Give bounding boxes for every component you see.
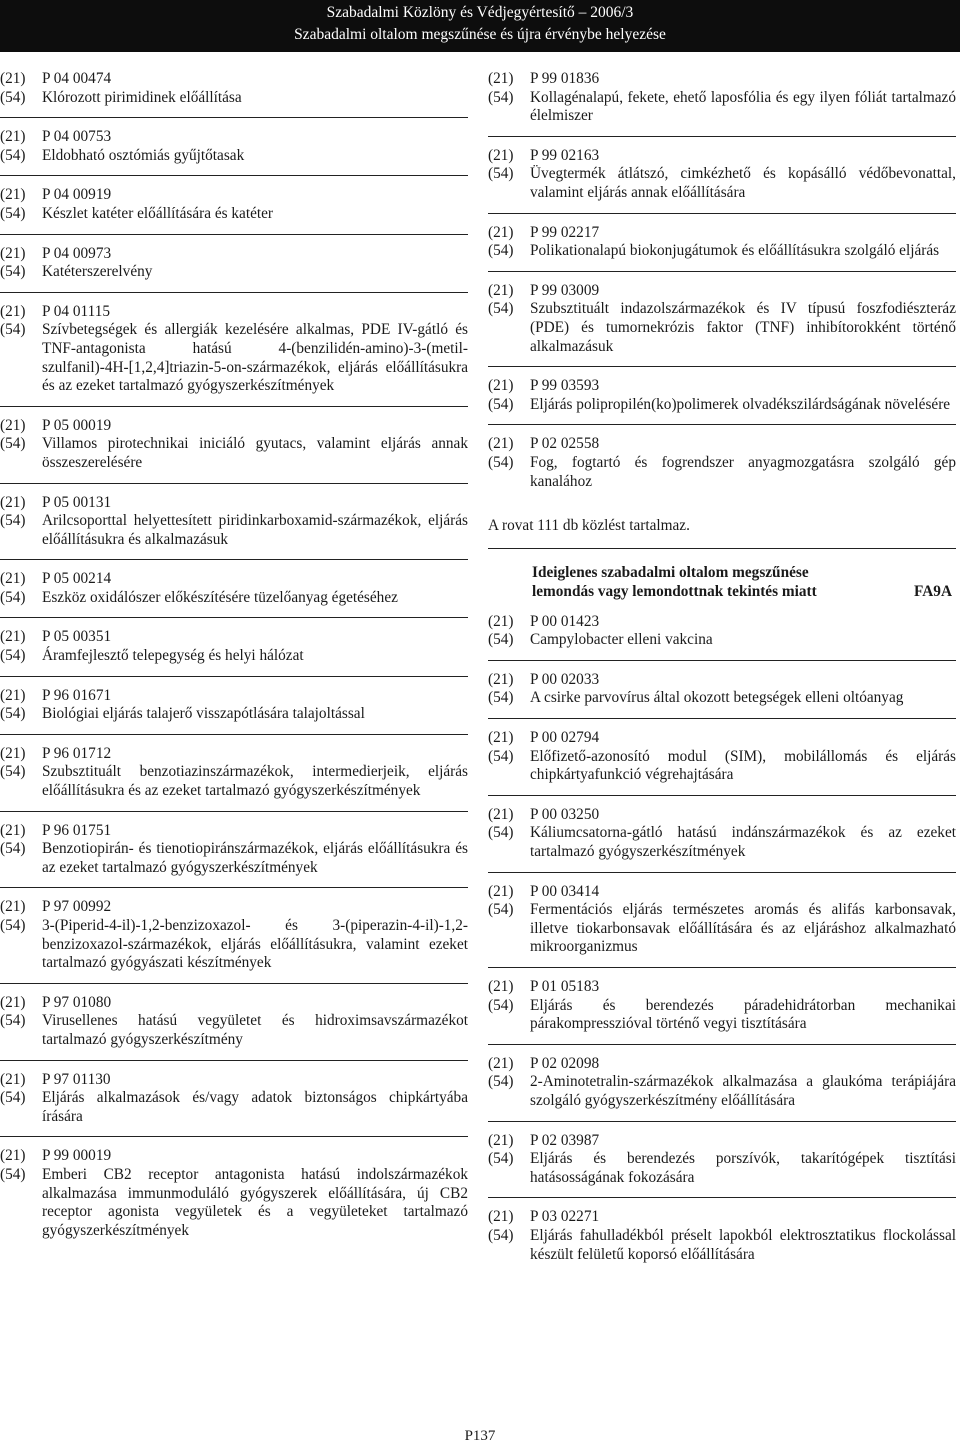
patent-title: Eljárás fahulladékból préselt lapokból elektrosztatikus flockolással készült felületű koporsó előállítására — [530, 1226, 956, 1263]
patent-title: Eljárás és berendezés porszívók, takarítógépek tisztítási hatásosságának fokozására — [530, 1150, 956, 1186]
patent-number: P 02 03987 — [530, 1131, 600, 1149]
patent-number: P 96 01671 — [42, 686, 112, 704]
patent-entry — [0, 628, 468, 676]
patent-entry — [488, 70, 956, 137]
patent-entry — [0, 303, 468, 407]
patent-title: Virusellenes hatású vegyületet és hidroximsavszármazékot tartalmazó gyógyszerkészítmény — [42, 1012, 468, 1048]
patent-entry — [488, 806, 956, 873]
field-code-21: (21) — [488, 1208, 514, 1226]
patent-title: Eljárás alkalmazások és/vagy adatok biztonságos chipkártyába írására — [42, 1089, 468, 1125]
field-code-21: (21) — [0, 570, 26, 588]
patent-title: 2-Aminotetralin-származékok alkalmazása a glaukóma terápiájára szolgáló gyógyszerkészítmény előállítására — [530, 1073, 956, 1109]
patent-number: P 99 02163 — [530, 146, 600, 164]
patent-entry — [488, 377, 956, 425]
field-code-54: (54) — [0, 146, 26, 164]
patent-number: P 04 00973 — [42, 244, 112, 262]
patent-number: P 02 02558 — [530, 435, 600, 453]
patent-number: P 96 01751 — [42, 821, 112, 839]
patent-entry — [488, 729, 956, 796]
field-code-54: (54) — [488, 242, 514, 260]
patent-entry — [488, 1055, 956, 1122]
patent-title: Campylobacter elleni vakcina — [530, 631, 713, 649]
patent-number: P 01 05183 — [530, 978, 600, 995]
field-code-21: (21) — [488, 805, 514, 823]
field-code-21: (21) — [488, 223, 514, 241]
field-code-21: (21) — [0, 898, 26, 916]
patent-title: Eljárás polipropilén(ko)polimerek olvadékszilárdságának növelésére — [530, 395, 951, 413]
patent-title: Áramfejlesztő telepegység és helyi hálózat — [42, 647, 304, 665]
patent-title: Eszköz oxidálószer előkészítésére tüzelőanyag égetéséhez — [42, 588, 398, 606]
patent-title: Előfizető-azonosító modul (SIM), mobilállomás és eljárás chipkártyafunkció végrehajtására — [530, 747, 956, 784]
patent-number: P 99 00019 — [42, 1147, 112, 1165]
patent-number: P 05 00019 — [42, 416, 112, 434]
field-code-21: (21) — [0, 493, 26, 511]
patent-entry — [488, 883, 956, 968]
patent-number: P 00 02794 — [530, 729, 600, 747]
right-top-entries — [488, 70, 956, 501]
field-code-21: (21) — [488, 729, 514, 747]
patent-entry — [0, 570, 468, 618]
field-code-21: (21) — [0, 821, 26, 839]
patent-title: Eldobható osztómiás gyűjtőtasak — [42, 146, 245, 164]
patent-title: Szubsztituált indazolszármazékok és IV típusú foszfodiészteráz (PDE) és tumornekrózis faktor (TNF) inhibítorokként történő alkalmazásuk — [530, 300, 956, 355]
field-code-21: (21) — [488, 882, 514, 900]
field-code-54: (54) — [0, 763, 26, 781]
field-code-21: (21) — [0, 244, 26, 262]
patent-title: Szívbetegségek és allergiák kezelésére alkalmas, PDE IV-gátló és TNF-antagonista hatású 4-(benzilidén-amino)-3-(metil-szulfanil)-4H-[1,2,4]triazin-5-on-származékok, eljárás előállításukra és az ezeket tartalmazó gyógyszerkészítmények — [42, 321, 468, 395]
field-code-54: (54) — [488, 453, 514, 471]
patent-number: P 03 02271 — [530, 1208, 600, 1226]
patent-entry — [0, 687, 468, 735]
patent-entry — [0, 822, 468, 889]
field-code-54: (54) — [488, 747, 514, 765]
field-code-54: (54) — [488, 824, 514, 842]
patent-title: Biológiai eljárás talajerő visszapótlására talajoltással — [42, 705, 365, 723]
field-code-21: (21) — [488, 146, 514, 164]
field-code-21: (21) — [488, 281, 514, 299]
field-code-21: (21) — [0, 1070, 26, 1088]
field-code-21: (21) — [0, 416, 26, 434]
patent-number: P 05 00351 — [42, 628, 112, 646]
field-code-54: (54) — [488, 631, 514, 649]
patent-entry — [0, 128, 468, 176]
patent-entry — [0, 1071, 468, 1138]
patent-title: Fermentációs eljárás természetes aromás és alifás karbonsavak, illetve tiokarbonsavak előállítására és az eljáráshoz alkalmazható mikroorganizmus — [530, 901, 956, 956]
patent-number: P 02 02098 — [530, 1054, 600, 1072]
field-code-21: (21) — [488, 377, 514, 395]
patent-entry — [0, 1147, 468, 1250]
patent-title: Káliumcsatorna-gátló hatású indánszármazékok és az ezeket tartalmazó gyógyszerkészítmények — [530, 824, 956, 861]
page-number: P137 — [464, 1428, 496, 1444]
patent-title: 3-(Piperid-4-il)-1,2-benzizoxazol- és 3-(piperazin-4-il)-1,2- benzizoxazol-származékok, eljárás előállításukra, valamint ezeket tartalmazó gyógyászati készítmények — [42, 917, 468, 972]
field-code-54: (54) — [488, 88, 514, 106]
patent-title: Villamos pirotechnikai iniciáló gyutacs, valamint eljárás annak összeszerelésére — [42, 435, 468, 471]
patent-entry — [488, 1132, 956, 1199]
patent-entry — [0, 745, 468, 812]
field-code-54: (54) — [488, 901, 514, 919]
patent-number: P 99 03009 — [530, 281, 600, 299]
field-code-21: (21) — [488, 70, 514, 87]
left-column — [0, 70, 468, 1260]
patent-entry — [488, 1208, 956, 1274]
field-code-54: (54) — [488, 1226, 514, 1244]
field-code-21: (21) — [488, 978, 514, 995]
field-code-21: (21) — [0, 186, 26, 204]
patent-number: P 05 00214 — [42, 570, 112, 588]
field-code-21: (21) — [488, 612, 514, 630]
patent-title: Benzotiopirán- és tienotiopiránszármazékok, eljárás előállításukra és az ezeket tartalmazó gyógyszerkészítmények — [42, 840, 468, 876]
field-code-54: (54) — [0, 512, 26, 530]
field-code-21: (21) — [488, 670, 514, 688]
patent-title: Arilcsoporttal helyettesített piridinkarboxamid-származékok, eljárás előállításukra és alkalmazásuk — [42, 512, 468, 548]
page-header — [0, 0, 960, 52]
field-code-54: (54) — [0, 204, 26, 222]
patent-number: P 99 01836 — [530, 70, 600, 87]
patent-entry — [488, 147, 956, 214]
field-code-54: (54) — [488, 165, 514, 183]
patent-number: P 04 00753 — [42, 128, 112, 146]
field-code-21: (21) — [0, 1147, 26, 1165]
patent-title: Kollagénalapú, fekete, ehető laposfólia és egy ilyen fóliát tartalmazó élelmiszer — [530, 88, 956, 125]
field-code-54: (54) — [0, 435, 26, 453]
patent-entry — [0, 494, 468, 561]
field-code-21: (21) — [0, 128, 26, 146]
patent-number: P 97 01130 — [42, 1070, 111, 1088]
field-code-54: (54) — [0, 1012, 26, 1030]
patent-entry — [488, 224, 956, 272]
field-code-54: (54) — [0, 840, 26, 858]
field-code-54: (54) — [0, 321, 26, 339]
field-code-54: (54) — [0, 917, 26, 934]
patent-entry — [0, 245, 468, 293]
field-code-21: (21) — [0, 70, 26, 87]
field-code-54: (54) — [0, 88, 26, 106]
patent-number: P 99 03593 — [530, 377, 600, 395]
field-code-54: (54) — [0, 705, 26, 723]
patent-number: P 97 01080 — [42, 993, 112, 1011]
field-code-21: (21) — [488, 1131, 514, 1149]
patent-entry — [488, 671, 956, 719]
field-code-21: (21) — [0, 302, 26, 320]
patent-title: Eljárás és berendezés páradehidrátorban mechanikai párakompresszióval történő vegyi tisztítására — [530, 996, 956, 1033]
patent-title: Szubsztituált benzotiazinszármazékok, intermedierjeik, eljárás előállításukra és az ezeket tartalmazó gyógyszerkészítmények — [42, 763, 468, 800]
field-code-54: (54) — [0, 263, 26, 281]
patent-title: A csirke parvovírus által okozott betegségek elleni oltóanyag — [530, 689, 904, 707]
field-code-54: (54) — [488, 300, 514, 318]
patent-title: Polikationalapú biokonjugátumok és előállításukra szolgáló eljárás — [530, 242, 940, 260]
patent-number: P 04 00919 — [42, 186, 112, 204]
field-code-21: (21) — [0, 993, 26, 1011]
field-code-54: (54) — [488, 689, 514, 707]
patent-title: Üvegtermék átlátszó, cimkézhető és kopásálló védőbevonattal, valamint eljárás annak előállítására — [530, 165, 956, 201]
right-bottom-entries — [488, 613, 956, 1274]
patent-entry — [0, 898, 468, 983]
patent-number: P 97 00992 — [42, 898, 112, 916]
patent-title: Katéterszerelvény — [42, 263, 153, 281]
patent-entry — [488, 435, 956, 501]
field-code-54: (54) — [0, 588, 26, 606]
patent-entry — [488, 978, 956, 1045]
section-code: FA9A — [914, 582, 952, 600]
section-heading-line1: Ideiglenes szabadalmi oltalom megszűnése — [532, 563, 809, 581]
patent-title: Emberi CB2 receptor antagonista hatású indolszármazékok alkalmazása immunmoduláló gyógyszerek előállítására, új CB2 receptor agonista vegyületek és a vegyületeket tartalmazó gyógyszerkészítmények — [42, 1165, 468, 1239]
field-code-54: (54) — [0, 1089, 26, 1107]
patent-title: Klórozott pirimidinek előállítása — [42, 88, 242, 106]
patent-entry — [488, 613, 956, 661]
patent-number: P 00 02033 — [530, 670, 600, 688]
field-code-54: (54) — [488, 1073, 514, 1091]
patent-number: P 00 03250 — [530, 805, 600, 823]
patent-entry — [0, 994, 468, 1061]
patent-number: P 99 02217 — [530, 223, 600, 241]
patent-number: P 96 01712 — [42, 744, 112, 762]
patent-number: P 00 03414 — [530, 882, 600, 900]
field-code-21: (21) — [488, 435, 514, 453]
right-column — [488, 70, 956, 1284]
patent-number: P 05 00131 — [42, 493, 112, 511]
patent-entry — [0, 70, 468, 118]
patent-entry — [488, 282, 956, 367]
field-code-54: (54) — [488, 1150, 514, 1168]
patent-entry — [0, 417, 468, 484]
field-code-21: (21) — [0, 628, 26, 646]
section-heading-line2: lemondás vagy lemondottnak tekintés miatt — [532, 582, 817, 600]
section-title: Szabadalmi oltalom megszűnése és újra érvénybe helyezése — [294, 26, 666, 43]
field-code-54: (54) — [0, 647, 26, 665]
patent-number: P 04 01115 — [42, 302, 110, 320]
section-heading — [488, 563, 956, 601]
summary-text: A rovat 111 db közlést tartalmaz. — [488, 517, 956, 549]
patent-title: Készlet katéter előállítására és katéter — [42, 204, 274, 222]
field-code-21: (21) — [488, 1054, 514, 1072]
patent-title: Fog, fogtartó és fogrendszer anyagmozgatásra szolgáló gép kanalához — [530, 453, 956, 490]
patent-number: P 04 00474 — [42, 70, 112, 87]
patent-number: P 00 01423 — [530, 612, 600, 630]
field-code-21: (21) — [0, 744, 26, 762]
field-code-54: (54) — [488, 996, 514, 1014]
field-code-54: (54) — [0, 1165, 26, 1183]
journal-title: Szabadalmi Közlöny és Védjegyértesítő – 2006/3 — [326, 4, 634, 21]
patent-entry — [0, 186, 468, 234]
field-code-21: (21) — [0, 686, 26, 704]
field-code-54: (54) — [488, 395, 514, 413]
